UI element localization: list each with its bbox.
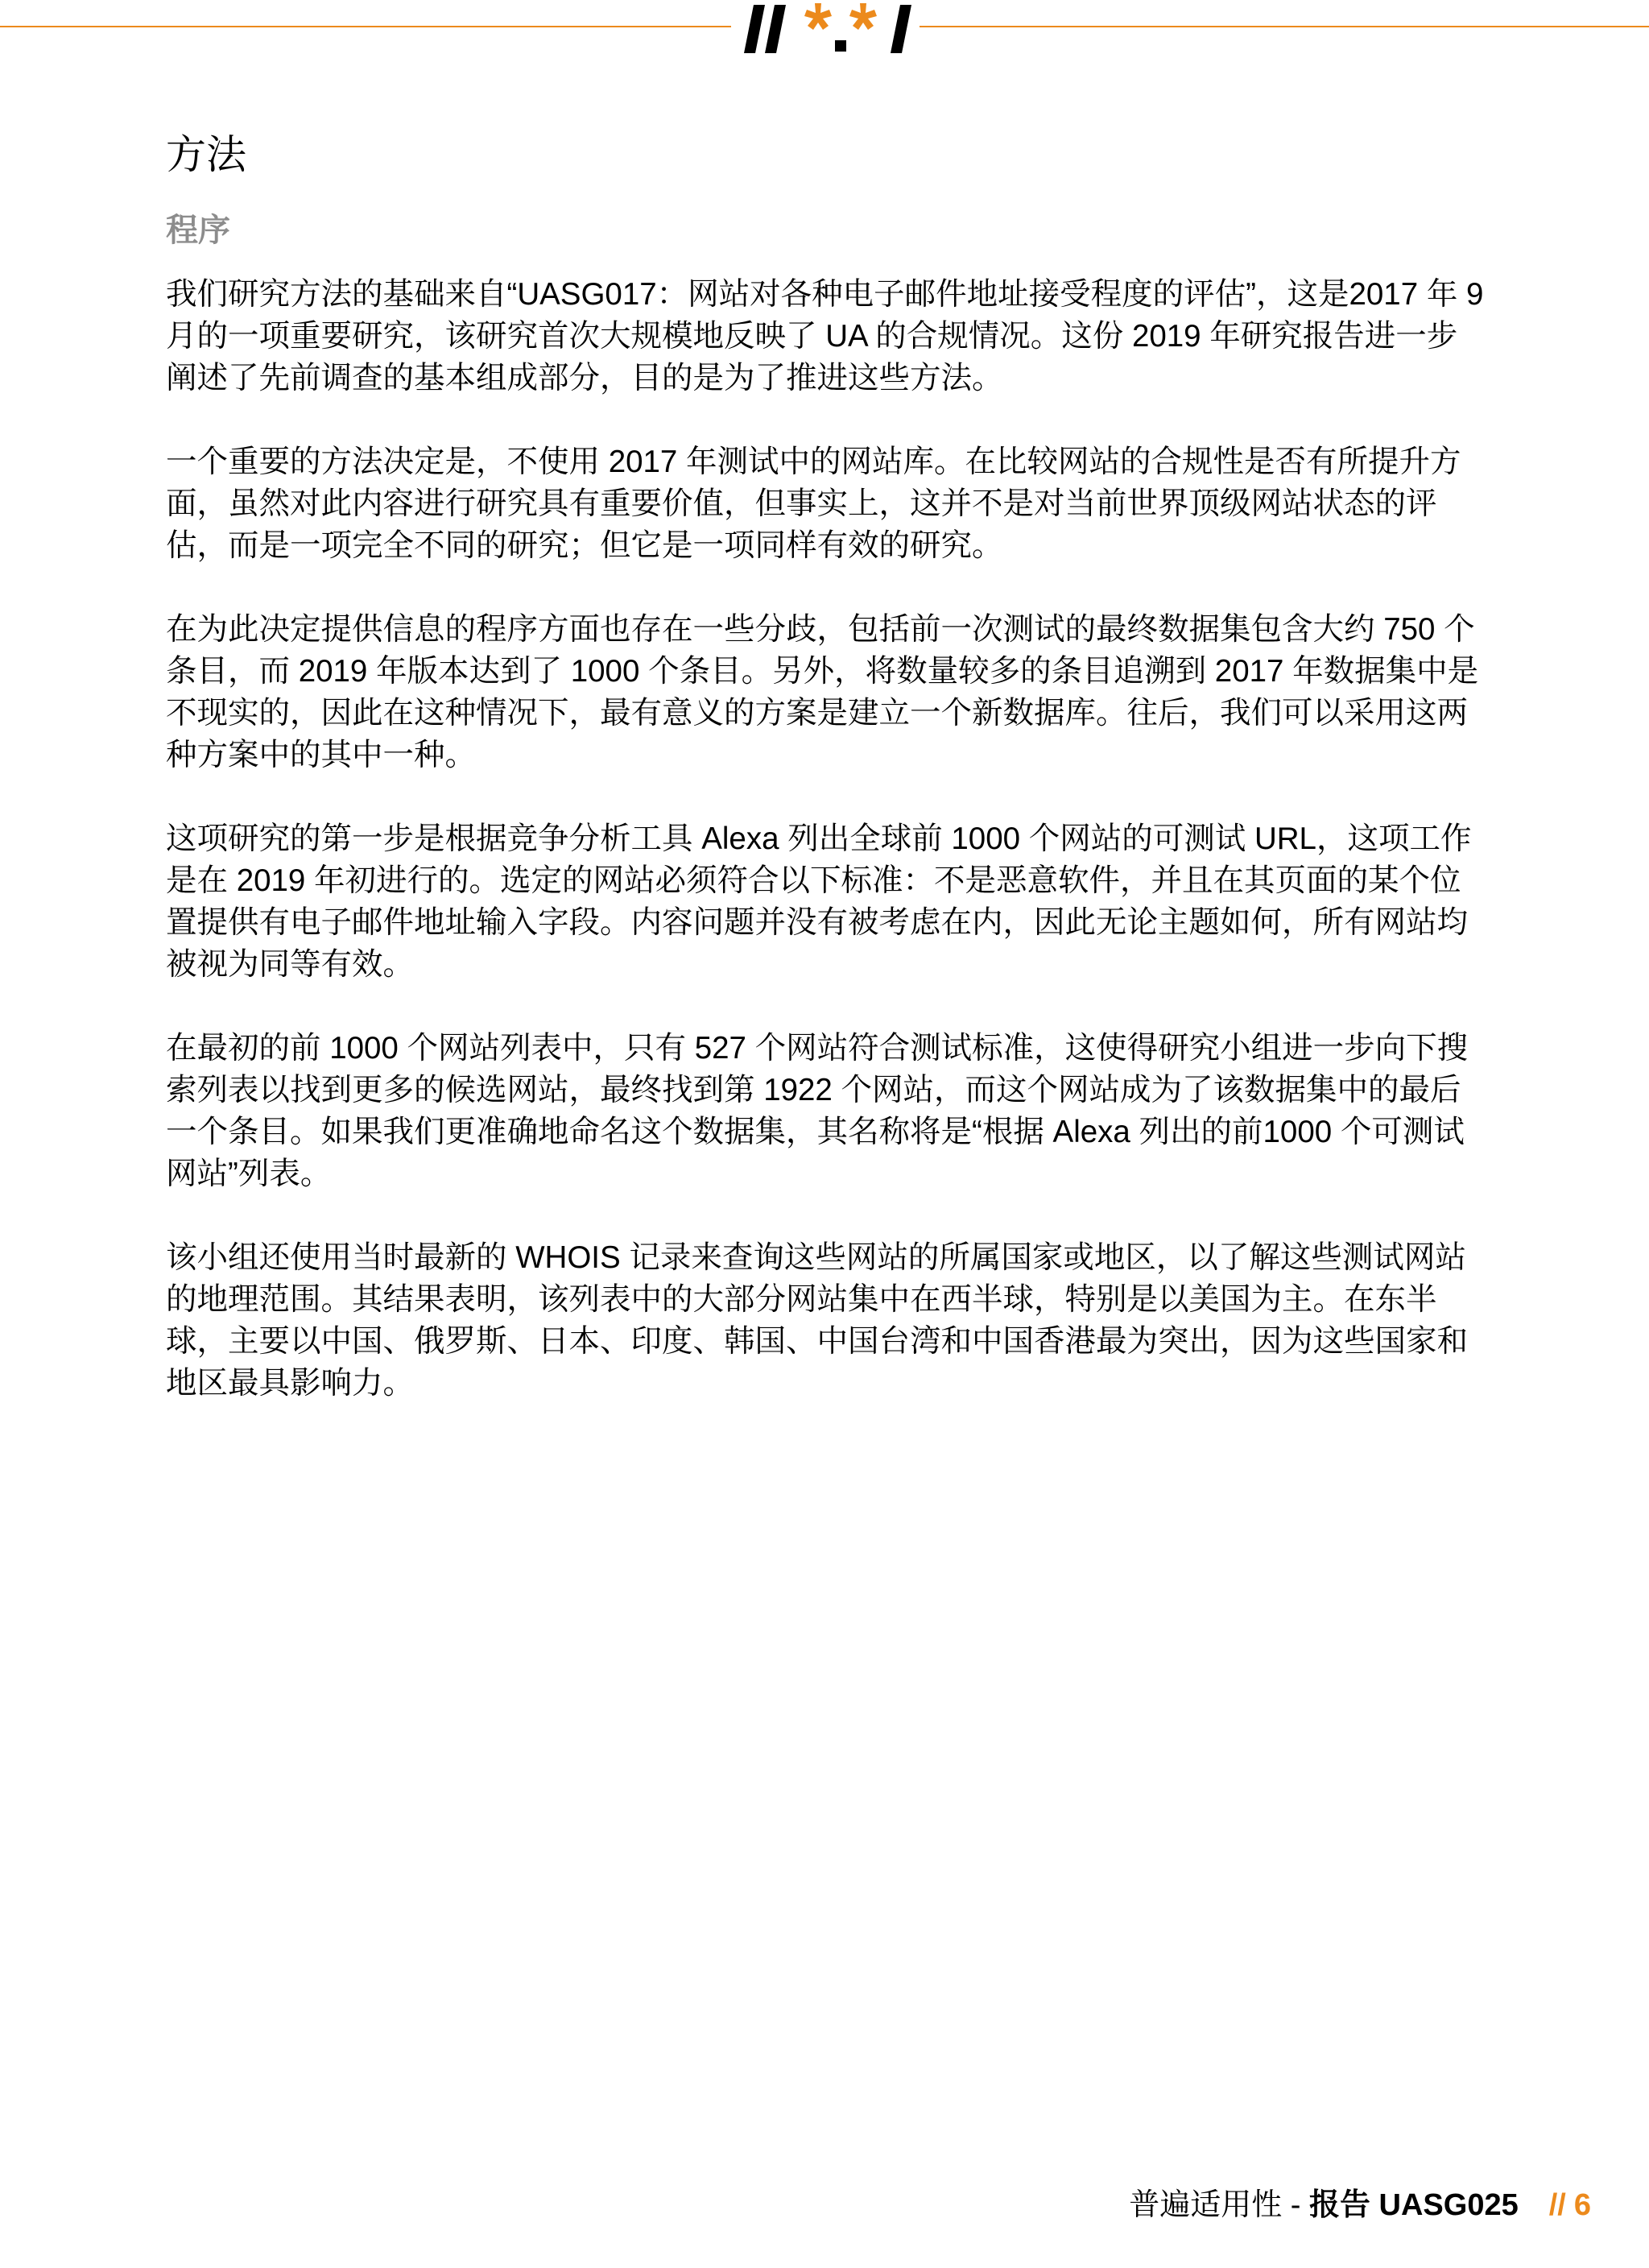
footer-label: 普遍适用性 - [1129, 2188, 1309, 2222]
paragraph-2: 一个重要的方法决定是，不使用 2017 年测试中的网站库。在比较网站的合规性是否有所提升方面，虽然对此内容进行研究具有重要价值，但事实上，这并不是对当前世界顶级网站状态的评估，而是一项完全不同的研究；但它是一项同样有效的研究。 [166, 445, 1461, 563]
paragraph-3: 在为此决定提供信息的程序方面也存在一些分歧，包括前一次测试的最终数据集包含大约 750 个条目，而 2019 年版本达到了 1000 个条目。另外，将数量较多的条目追溯到 2017 年数据集中是不现实的，因此在这种情况下，最有意义的方案是建立一个新数据库。往后，我们可以采用这两种方案中的其中一种。 [166, 612, 1479, 772]
footer-report-id: 报告 UASG025 [1308, 2188, 1519, 2222]
paragraph-1: 我们研究方法的基础来自“UASG017：网站对各种电子邮件地址接受程度的评估”，这是2017 年 9 月的一项重要研究，该研究首次大规模地反映了 UA 的合规情况。这份 2019 年研究报告进一步阐述了先前调查的基本组成部分，目的是为了推进这些方法。 [166, 277, 1484, 395]
main-content [166, 130, 1486, 1446]
paragraph-6: 该小组还使用当时最新的 WHOIS 记录来查询这些网站的所属国家或地区，以了解这些测试网站的地理范围。其结果表明，该列表中的大部分网站集中在西半球，特别是以美国为主。在东半球，主要以中国、俄罗斯、日本、印度、韩国、中国台湾和中国香港最为突出，因为这些国家和地区最具影响力。 [166, 1240, 1469, 1401]
page-title: 方法 [166, 132, 246, 177]
paragraph-4: 这项研究的第一步是根据竞争分析工具 Alexa 列出全球前 1000 个网站的可测试 URL，这项工作是在 2019 年初进行的。选定的网站必须符合以下标准：不是恶意软件，并且在其页面的某个位置提供有电子邮件地址输入字段。内容问题并没有被考虑在内，因此无论主题如何，所有网站均被视为同等有效。 [166, 822, 1472, 982]
page-number: 6 [1573, 2188, 1591, 2222]
section-title: 程序 [166, 213, 230, 248]
page-footer [1129, 2187, 1591, 2225]
footer-slash: // [1548, 2188, 1566, 2222]
universal-acceptance-logo-icon [731, 0, 920, 58]
paragraph-5: 在最初的前 1000 个网站列表中，只有 527 个网站符合测试标准，这使得研究小组进一步向下搜索列表以找到更多的候选网站，最终找到第 1922 个网站，而这个网站成为了该数据集中的最后一个条目。如果我们更准确地命名这个数据集，其名称将是“根据 Alexa 列出的前1000 个可测试网站”列表。 [166, 1031, 1469, 1191]
header-rule-left [0, 26, 731, 27]
header-rule-right [920, 26, 1649, 27]
